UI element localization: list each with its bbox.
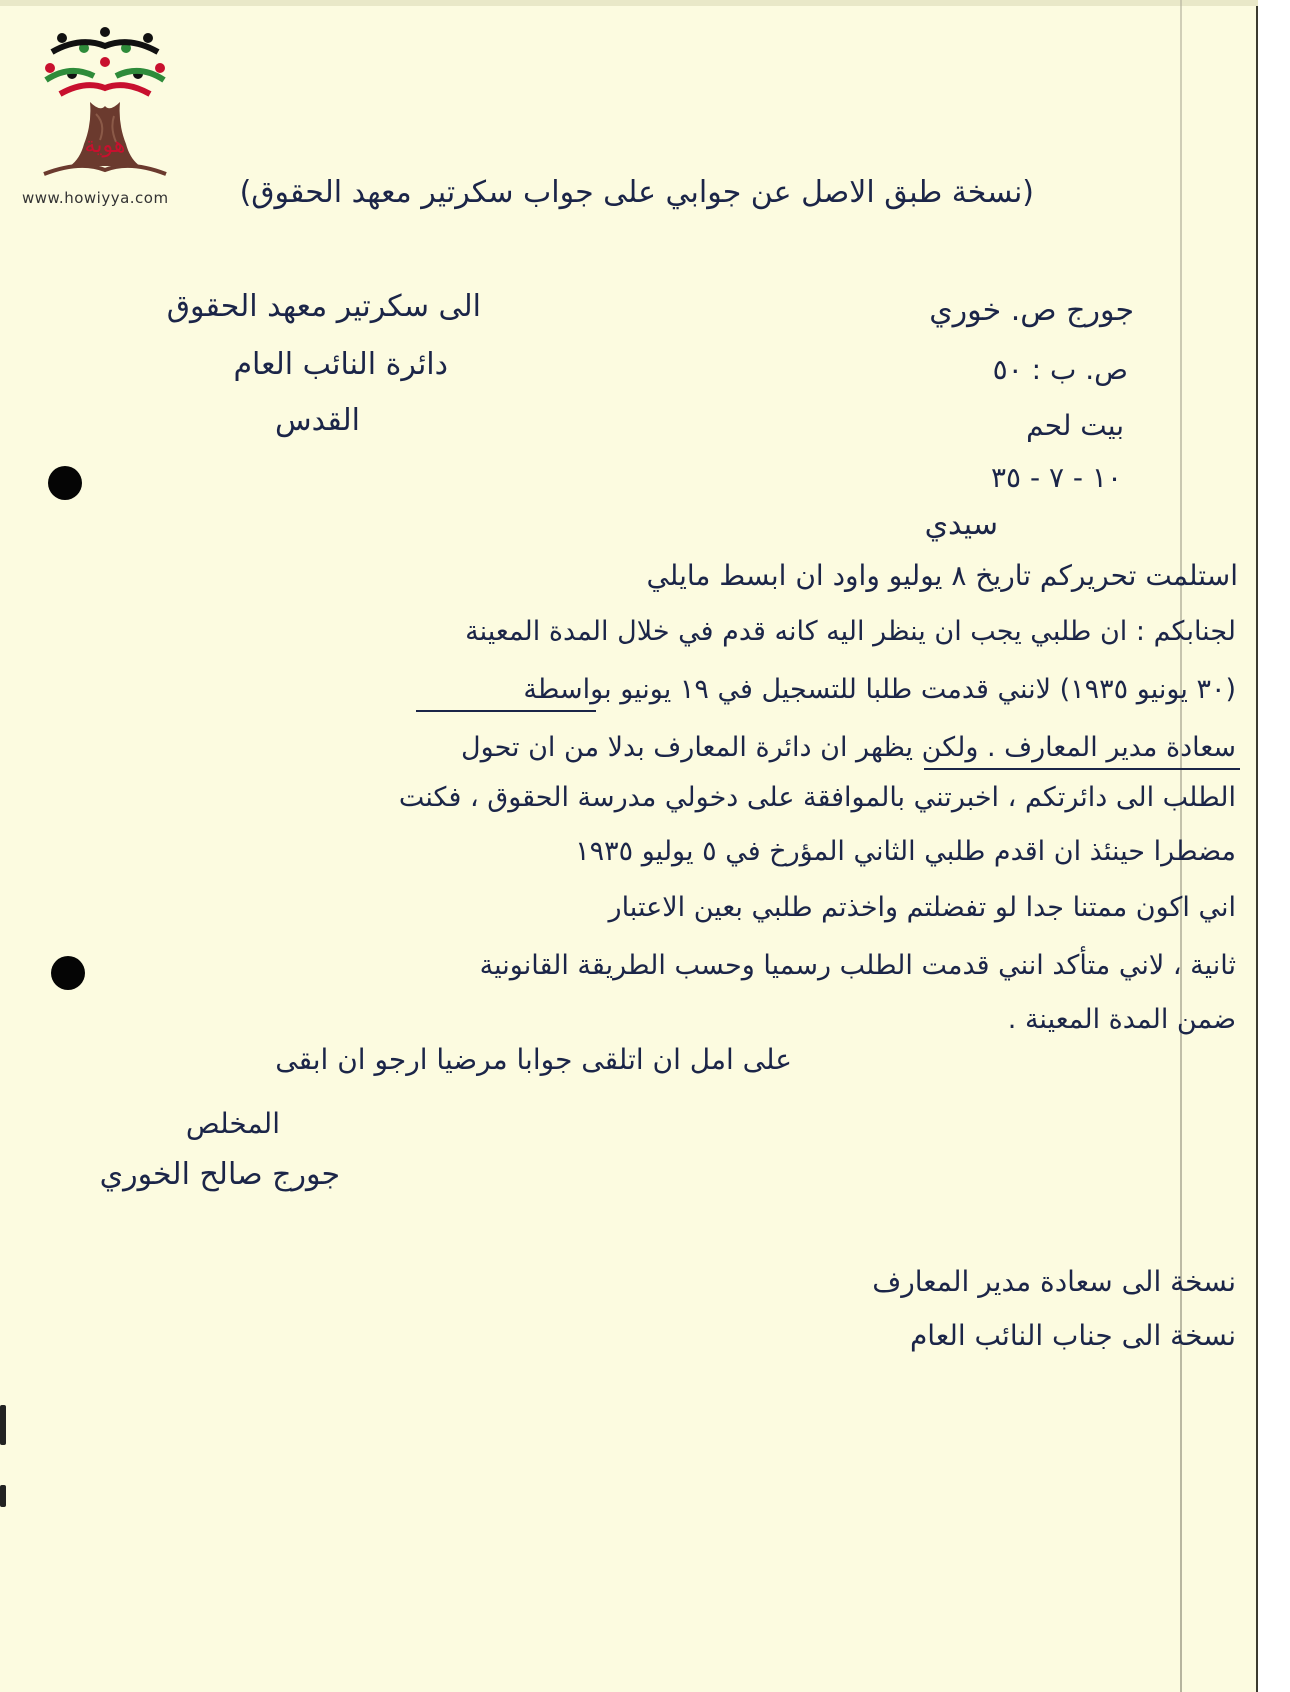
- sender-line: ١٠ - ٧ - ٣٥: [990, 461, 1122, 494]
- tree-logo-icon: [40, 24, 170, 184]
- recipient-line: دائرة النائب العام: [233, 347, 448, 382]
- copy-heading: (نسخة طبق الاصل عن جوابي على جواب سكرتير معهد الحقوق): [239, 175, 1034, 210]
- body-line: مضطرا حينئذ ان اقدم طلبي الثاني المؤرخ في ٥ يوليو ١٩٣٥: [575, 836, 1236, 867]
- recipient-line: الى سكرتير معهد الحقوق: [166, 289, 481, 324]
- sender-line: ص. ب : ٥٠: [992, 353, 1128, 386]
- watermark-url: www.howiyya.com: [22, 189, 169, 207]
- body-line: لجنابكم : ان طلبي يجب ان ينظر اليه كانه قدم في خلال المدة المعينة: [465, 616, 1236, 647]
- punch-hole-bottom: [51, 956, 85, 990]
- underline-date: [416, 710, 596, 712]
- sheet-edge: [0, 0, 1258, 6]
- body-line: ضمن المدة المعينة .: [1007, 1004, 1236, 1035]
- body-line: ثانية ، لاني متأكد انني قدمت الطلب رسميا وحسب الطريقة القانونية: [479, 950, 1236, 981]
- cc-line: نسخة الى جناب النائب العام: [909, 1319, 1236, 1352]
- logo-text: هوية: [84, 133, 126, 158]
- closing: المخلص: [185, 1107, 280, 1140]
- signature: جورج صالح الخوري: [99, 1157, 340, 1192]
- body-line: الطلب الى دائرتكم ، اخبرتني بالموافقة على دخولي مدرسة الحقوق ، فكنت: [398, 782, 1236, 813]
- body-line: استلمت تحريركم تاريخ ٨ يوليو واود ان ابسط مايلي: [646, 559, 1238, 592]
- sender-line: بيت لحم: [1026, 409, 1124, 442]
- scan-edge-mark: [0, 1405, 6, 1445]
- closing-line: على امل ان اتلقى جوابا مرضيا ارجو ان ابقى: [275, 1043, 792, 1076]
- howiyya-logo: [40, 24, 170, 184]
- cc-line: نسخة الى سعادة مدير المعارف: [872, 1265, 1236, 1298]
- punch-hole-top: [48, 466, 82, 500]
- sender-line: جورج ص. خوري: [929, 293, 1134, 328]
- salutation: سيدي: [924, 507, 998, 542]
- scan-edge-mark: [0, 1485, 6, 1507]
- body-line: سعادة مدير المعارف . ولكن يظهر ان دائرة المعارف بدلا من ان تحول: [461, 732, 1236, 763]
- recipient-line: القدس: [274, 403, 360, 438]
- body-line: اني اكون ممتنا جدا لو تفضلتم واخذتم طلبي بعين الاعتبار: [608, 892, 1236, 923]
- body-line: (٣٠ يونيو ١٩٣٥) لانني قدمت طلبا للتسجيل في ١٩ يونيو بواسطة: [523, 674, 1236, 705]
- underline-director: [924, 768, 1240, 770]
